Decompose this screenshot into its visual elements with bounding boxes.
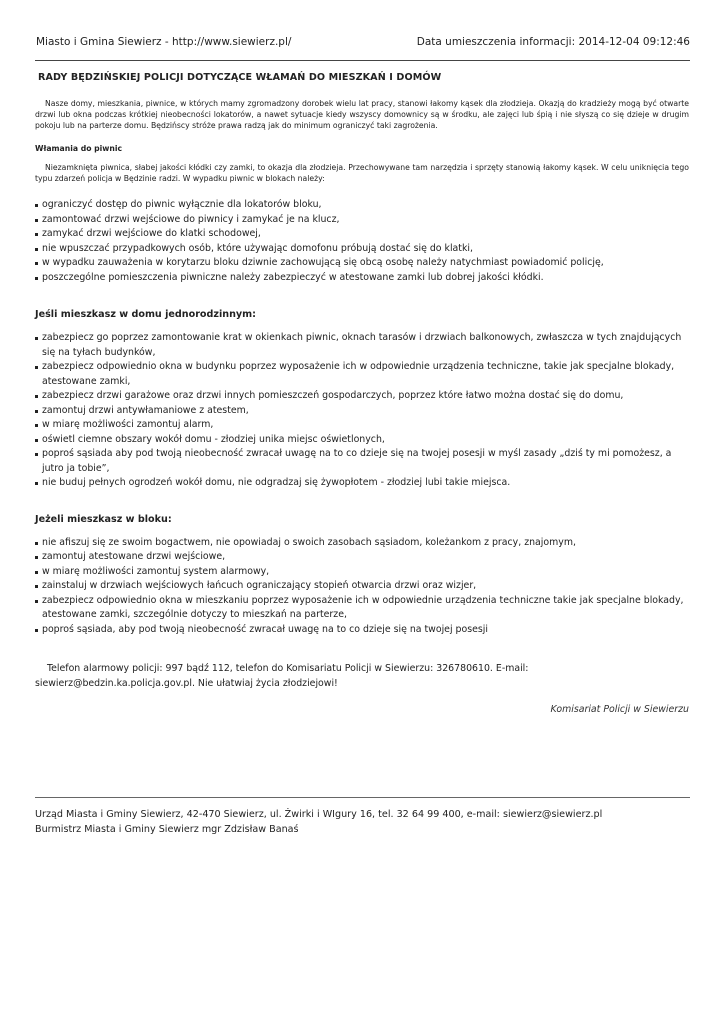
list-item bbox=[35, 550, 689, 565]
basement-paragraph: Niezamknięta piwnica, słabej jakości kłódki czy zamki, to okazja dla złodzieja. Przechowywane tam narzędzia i sprzęty stanowią łakomy kąsek. W celu uniknięcia tego typu zdarzeń policja w Będzinie radzi. W wypadku piwnic w blokach należy: bbox=[35, 163, 689, 183]
list-item-text: w wypadku zauważenia w korytarzu bloku dziwnie zachowującą się obcą osobę należy natychmiast powiadomić policję, bbox=[42, 257, 604, 268]
basement-list bbox=[35, 198, 689, 285]
list-item bbox=[35, 271, 689, 286]
list-item bbox=[35, 389, 689, 404]
block-heading: Jeżeli mieszkasz w bloku: bbox=[35, 513, 172, 525]
list-item-text: zamontuj drzwi antywłamaniowe z atestem, bbox=[42, 404, 249, 416]
list-item-text: zamykać drzwi wejściowe do klatki schodowej, bbox=[42, 228, 261, 239]
list-item bbox=[35, 404, 689, 419]
bullet-icon bbox=[35, 556, 38, 559]
footer-mayor: Burmistrz Miasta i Gminy Siewierz mgr Zdzisław Banaś bbox=[35, 824, 299, 835]
block-list bbox=[35, 536, 689, 638]
list-item-text: w miarę możliwości zamontuj system alarmowy, bbox=[42, 565, 270, 577]
header-divider bbox=[35, 60, 690, 61]
list-item bbox=[35, 256, 689, 271]
bullet-icon bbox=[35, 424, 38, 427]
bullet-icon bbox=[35, 629, 38, 632]
page-footer bbox=[35, 807, 602, 837]
intro-paragraph: Nasze domy, mieszkania, piwnice, w których mamy zgromadzony dorobek wielu lat pracy, stanowi łakomy kąsek dla złodzieja. Okazją do kradzieży mogą być otwarte drzwi lub okna podczas krótkiej nieobecności lokatorów, a nawet sytuacje kiedy wszyscy domownicy są w środku, ale zajęci lub śpią i nie słyszą co się dzieje w drugim pokoju lub na parterze domu. Będzińscy stróże prawa radzą jak do minimum ograniczyć taki zagrożenia. bbox=[35, 99, 689, 130]
list-item-text: ograniczyć dostęp do piwnic wyłącznie dla lokatorów bloku, bbox=[42, 199, 322, 210]
bullet-icon bbox=[35, 439, 38, 442]
bullet-icon bbox=[35, 262, 38, 265]
list-item-text: zamontuj atestowane drzwi wejściowe, bbox=[42, 551, 226, 562]
list-item bbox=[35, 476, 689, 491]
bullet-icon bbox=[35, 571, 38, 574]
list-item-text: zabezpiecz odpowiednio okna w mieszkaniu poprzez wyposażenie ich w odpowiednie urządzenia techniczne takie jak specjalne blokady, atestowane zamki, szczególnie dotyczy to mieszkań na parterze, bbox=[42, 594, 684, 620]
bullet-icon bbox=[35, 337, 38, 340]
signature: Komisariat Policji w Siewierzu bbox=[550, 704, 689, 715]
section-subhead-basement: Włamania do piwnic bbox=[35, 144, 123, 153]
article bbox=[35, 72, 689, 715]
header-site: Miasto i Gmina Siewierz - http://www.siewierz.pl/ bbox=[36, 36, 292, 48]
list-item bbox=[35, 360, 689, 389]
list-item-text: poproś sąsiada, aby pod twoją nieobecność zwracał uwagę na to co dzieje się na twojej posesji bbox=[42, 623, 488, 635]
footer-address: Urząd Miasta i Gminy Siewierz, 42-470 Siewierz, ul. Żwirki i WIgury 16, tel. 32 64 99 400, e-mail: siewierz@siewierz.pl bbox=[35, 809, 603, 820]
list-item bbox=[35, 418, 689, 433]
list-item bbox=[35, 331, 689, 360]
list-item bbox=[35, 227, 689, 242]
list-item-text: zamontować drzwi wejściowe do piwnicy i zamykać je na klucz, bbox=[42, 213, 340, 225]
list-item-text: oświetl ciemne obszary wokół domu - złodziej unika miejsc oświetlonych, bbox=[42, 433, 385, 445]
list-item-text: nie afiszuj się ze swoim bogactwem, nie opowiadaj o swoich zasobach sąsiadom, koleżankom z pracy, znajomym, bbox=[42, 536, 576, 548]
bullet-icon bbox=[35, 542, 38, 545]
list-item bbox=[35, 198, 689, 213]
list-item-text: poszczególne pomieszczenia piwniczne należy zabezpieczyć w atestowane zamki lub dobrej jakości kłódki. bbox=[42, 271, 544, 283]
article-title: RADY BĘDZIŃSKIEJ POLICJI DOTYCZĄCE WŁAMAŃ DO MIESZKAŃ I DOMÓW bbox=[38, 72, 442, 83]
bullet-icon bbox=[35, 453, 38, 456]
contact-info: Telefon alarmowy policji: 997 bądź 112, telefon do Komisariatu Policji w Siewierzu: 326780610. E-mail: siewierz@bedzin.ka.policja.gov.pl. Nie ułatwiaj życia złodziejowi! bbox=[35, 663, 529, 689]
list-item bbox=[35, 623, 689, 638]
list-item bbox=[35, 433, 689, 448]
bullet-icon bbox=[35, 600, 38, 603]
list-item-text: nie buduj pełnych ogrodzeń wokół domu, nie odgradzaj się żywopłotem - złodziej lubi takie miejsca. bbox=[42, 477, 511, 488]
page-header bbox=[36, 36, 690, 52]
list-item-text: nie wpuszczać przypadkowych osób, które używając domofonu próbują dostać się do klatki, bbox=[42, 242, 473, 254]
house-list bbox=[35, 331, 689, 491]
list-item-text: zabezpiecz go poprzez zamontowanie krat w okienkach piwnic, oknach tarasów i drzwiach balkonowych, zwłaszcza w tych znajdujących się na tyłach budynków, bbox=[42, 332, 682, 358]
list-item-text: zainstaluj w drzwiach wejściowych łańcuch ograniczający stopień otwarcia drzwi oraz wizjer, bbox=[42, 580, 477, 591]
bullet-icon bbox=[35, 277, 38, 280]
bullet-icon bbox=[35, 248, 38, 251]
bullet-icon bbox=[35, 395, 38, 398]
list-item-text: zabezpiecz odpowiednio okna w budynku poprzez wyposażenie ich w odpowiednie urządzenia techniczne, takie jak specjalne blokady, atestowane zamki, bbox=[42, 361, 675, 387]
list-item bbox=[35, 579, 689, 594]
list-item-text: poproś sąsiada aby pod twoją nieobecność zwracał uwagę na to co dzieje się na twojej posesji w myśl zasady „dziś ty mi pomożesz, a jutro ja tobie”, bbox=[42, 448, 672, 474]
list-item bbox=[35, 242, 689, 257]
house-heading: Jeśli mieszkasz w domu jednorodzinnym: bbox=[35, 309, 256, 320]
bullet-icon bbox=[35, 366, 38, 369]
list-item bbox=[35, 594, 689, 623]
header-date: Data umieszczenia informacji: 2014-12-04 09:12:46 bbox=[416, 36, 690, 48]
bullet-icon bbox=[35, 482, 38, 485]
list-item bbox=[35, 447, 689, 476]
bullet-icon bbox=[35, 585, 38, 588]
list-item-text: zabezpiecz drzwi garażowe oraz drzwi innych pomieszczeń gospodarczych, poprzez które łatwo można dostać się do domu, bbox=[42, 390, 624, 401]
list-item bbox=[35, 536, 689, 551]
bullet-icon bbox=[35, 233, 38, 236]
bullet-icon bbox=[35, 219, 38, 222]
list-item-text: w miarę możliwości zamontuj alarm, bbox=[42, 419, 214, 430]
list-item bbox=[35, 213, 689, 228]
list-item bbox=[35, 565, 689, 580]
footer-divider bbox=[35, 797, 690, 798]
bullet-icon bbox=[35, 204, 38, 207]
bullet-icon bbox=[35, 410, 38, 413]
